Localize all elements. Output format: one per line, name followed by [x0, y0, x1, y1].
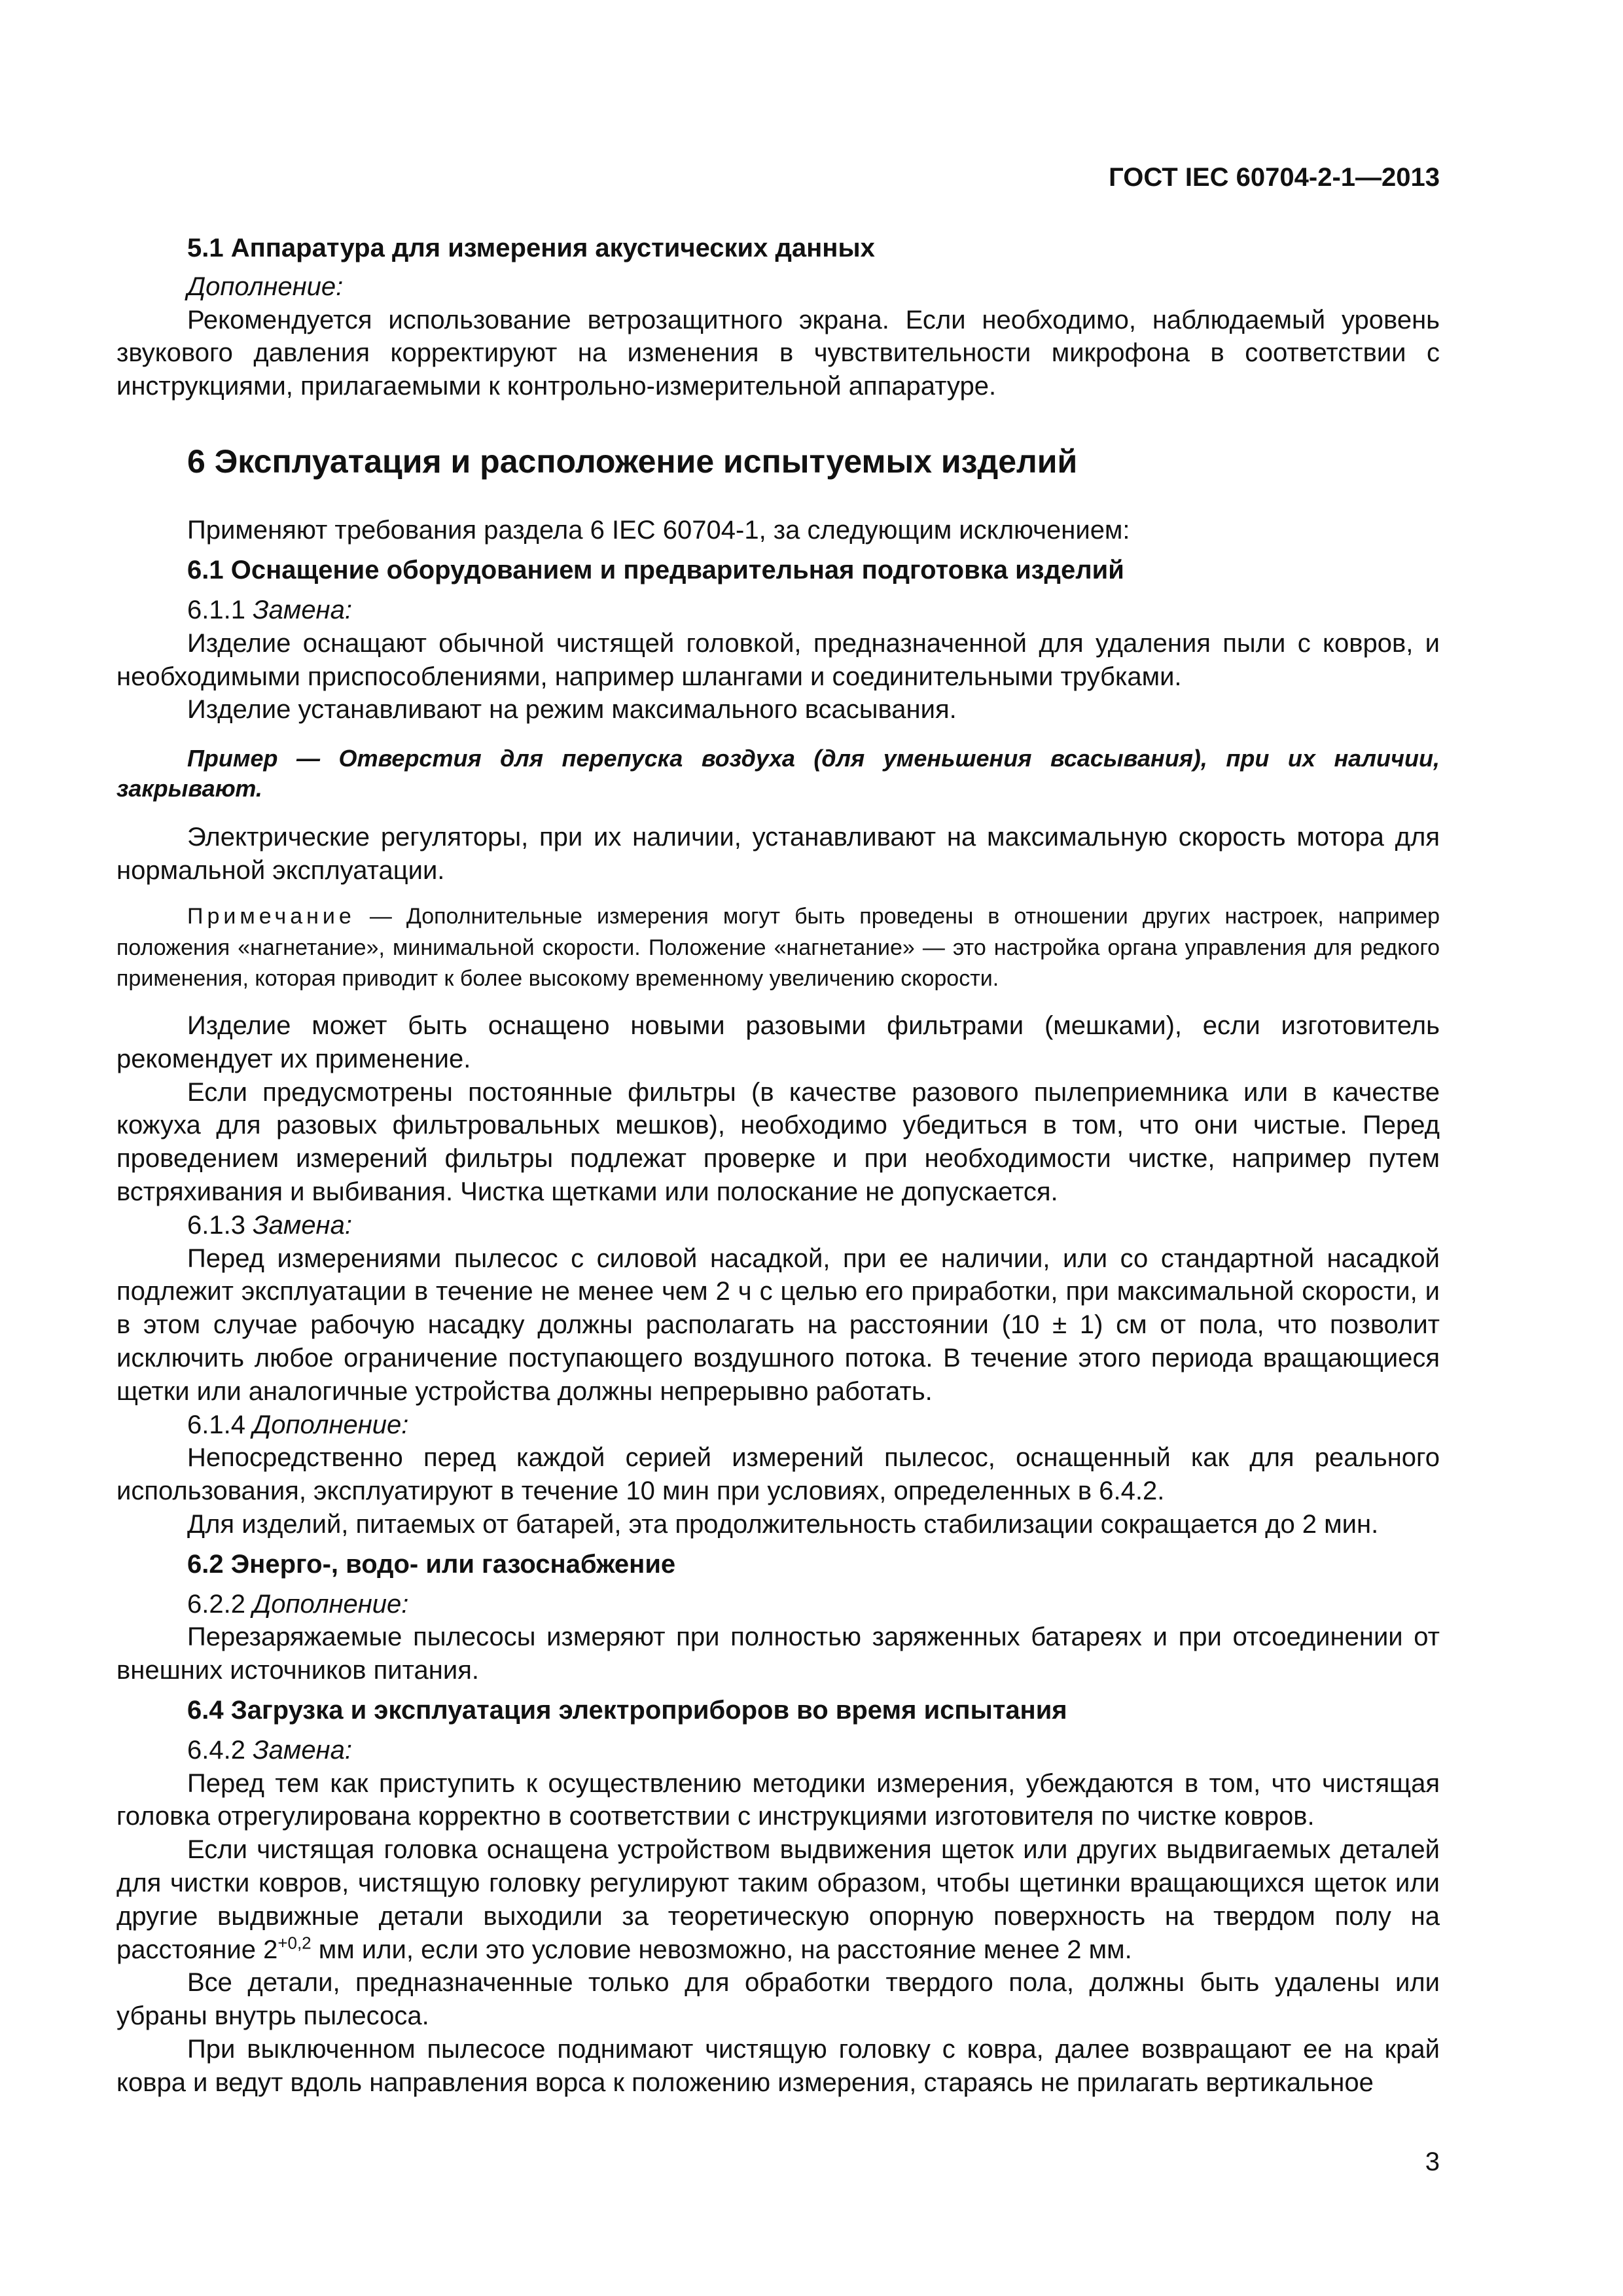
section-6-4-title: 6.4 Загрузка и эксплуатация электроприборов во время испытания	[187, 1696, 1067, 1725]
section-6-4-2-paragraph-3: Все детали, предназначенные только для обработки твердого пола, должны быть удалены или убраны внутрь пылесоса.	[116, 1968, 1440, 2031]
section-6-1-1-heading: 6.1.1 Замена:	[187, 596, 352, 625]
section-6-2-2-paragraph: Перезаряжаемые пылесосы измеряют при полностью заряженных батареях и при отсоединении от внешних источников питания.	[116, 1623, 1440, 1685]
section-6-1-1-paragraph-2: Изделие устанавливают на режим максимального всасывания.	[187, 695, 957, 725]
page-number: 3	[1425, 2147, 1440, 2176]
section-6-1-title: 6.1 Оснащение оборудованием и предварительная подготовка изделий	[187, 556, 1124, 585]
section-6-4-2-paragraph-1: Перед тем как приступить к осуществлению методики измерения, убеждаются в том, что чистящая головка отрегулирована корректно в соответствии с инструкциями изготовителя по чистке ковров.	[116, 1768, 1440, 1831]
section-6-4-2-heading: 6.4.2 Замена:	[187, 1735, 352, 1765]
note-label: Примечание	[187, 904, 355, 929]
regulators-paragraph: Электрические регуляторы, при их наличии, устанавливают на максимальную скорость мотора для нормальной эксплуатации.	[116, 822, 1440, 885]
section-5-1-title: 5.1 Аппаратура для измерения акустических данных	[187, 234, 875, 262]
section-6-1-4-paragraph-2: Для изделий, питаемых от батарей, эта продолжительность стабилизации сокращается до 2 мин.	[187, 1510, 1379, 1539]
filters-paragraph-2: Если предусмотрены постоянные фильтры (в качестве разового пылеприемника или в качестве кожуха для разовых фильтровальных мешков), необходимо убедиться в том, что они чистые. Перед проведением измерений фильтры подлежат проверке и при необходимости чистке, например путем встряхивания и выбивания. Чистка щетками или полоскание не допускается.	[116, 1077, 1440, 1207]
section-6-4-2-paragraph-2: Если чистящая головка оснащена устройством выдвижения щеток или других выдвигаемых деталей для чистки ковров, чистящую головку регулируют таким образом, чтобы щетинки вращающихся щеток или другие выдвижные детали выходили за теоретическую опорную поверхность на твердом полу на расстояние $2^{+0,2}$ мм или, если это условие невозможно, на расстояние менее 2 мм.	[116, 1835, 1440, 1964]
section-5-1-paragraph: Рекомендуется использование ветрозащитного экрана. Если необходимо, наблюдаемый уровень звукового давления корректируют на изменения в чувствительности микрофона в соответствии с инструкциями, прилагаемыми к контрольно-измерительной аппаратуре.	[116, 305, 1440, 401]
section-6-1-4-paragraph-1: Непосредственно перед каждой серией измерений пылесос, оснащенный как для реального использования, эксплуатируют в течение 10 мин при условиях, определенных в 6.4.2.	[116, 1443, 1440, 1506]
section-6-1-3-paragraph: Перед измерениями пылесос с силовой насадкой, при ее наличии, или со стандартной насадкой подлежит эксплуатации в течение не менее чем 2 ч с целью его приработки, при максимальной скорости, и в этом случае рабочую насадку должны располагать на расстоянии (10 ± 1) см от пола, что позволит исключить любое ограничение поступающего воздушного потока. В течение этого периода вращающиеся щетки или аналогичные устройства должны непрерывно работать.	[116, 1244, 1440, 1406]
section-6-2-title: 6.2 Энерго-, водо- или газоснабжение	[187, 1549, 676, 1579]
section-6-1-1-paragraph-1: Изделие оснащают обычной чистящей головкой, предназначенной для удаления пыли с ковров, и необходимыми приспособлениями, например шлангами и соединительными трубками.	[116, 628, 1440, 691]
section-6-1-4-heading: 6.1.4 Дополнение:	[187, 1410, 409, 1439]
example-text: Пример — Отверстия для перепуска воздуха (для уменьшения всасывания), при их наличии, закрывают.	[116, 745, 1440, 802]
section-6-intro: Применяют требования раздела 6 IEC 60704-1, за следующим исключением:	[187, 516, 1130, 545]
note-text: — Дополнительные измерения могут быть проведены в отношении других настроек, например положения «нагнетание», минимальной скорости. Положение «нагнетание» — это настройка органа управления для редкого применения, которая приводит к более высокому временному увеличению скорости.	[116, 904, 1440, 992]
filters-paragraph-1: Изделие может быть оснащено новыми разовыми фильтрами (мешками), если изготовитель рекомендует их применение.	[116, 1011, 1440, 1073]
standard-header: ГОСТ IEC 60704-2-1—2013	[1109, 163, 1440, 192]
section-6-4-2-paragraph-4: При выключенном пылесосе поднимают чистящую головку с ковра, далее возвращают ее на край ковра и ведут вдоль направления ворса к положению измерения, стараясь не прилагать вертикальное	[116, 2034, 1440, 2097]
note-paragraph	[116, 901, 1440, 995]
section-6-title: 6 Эксплуатация и расположение испытуемых изделий	[187, 442, 1078, 480]
section-6-1-3-heading: 6.1.3 Замена:	[187, 1210, 352, 1240]
section-6-2-2-heading: 6.2.2 Дополнение:	[187, 1589, 409, 1619]
section-5-1-label: Дополнение:	[187, 272, 344, 301]
page-content	[116, 232, 1440, 2100]
